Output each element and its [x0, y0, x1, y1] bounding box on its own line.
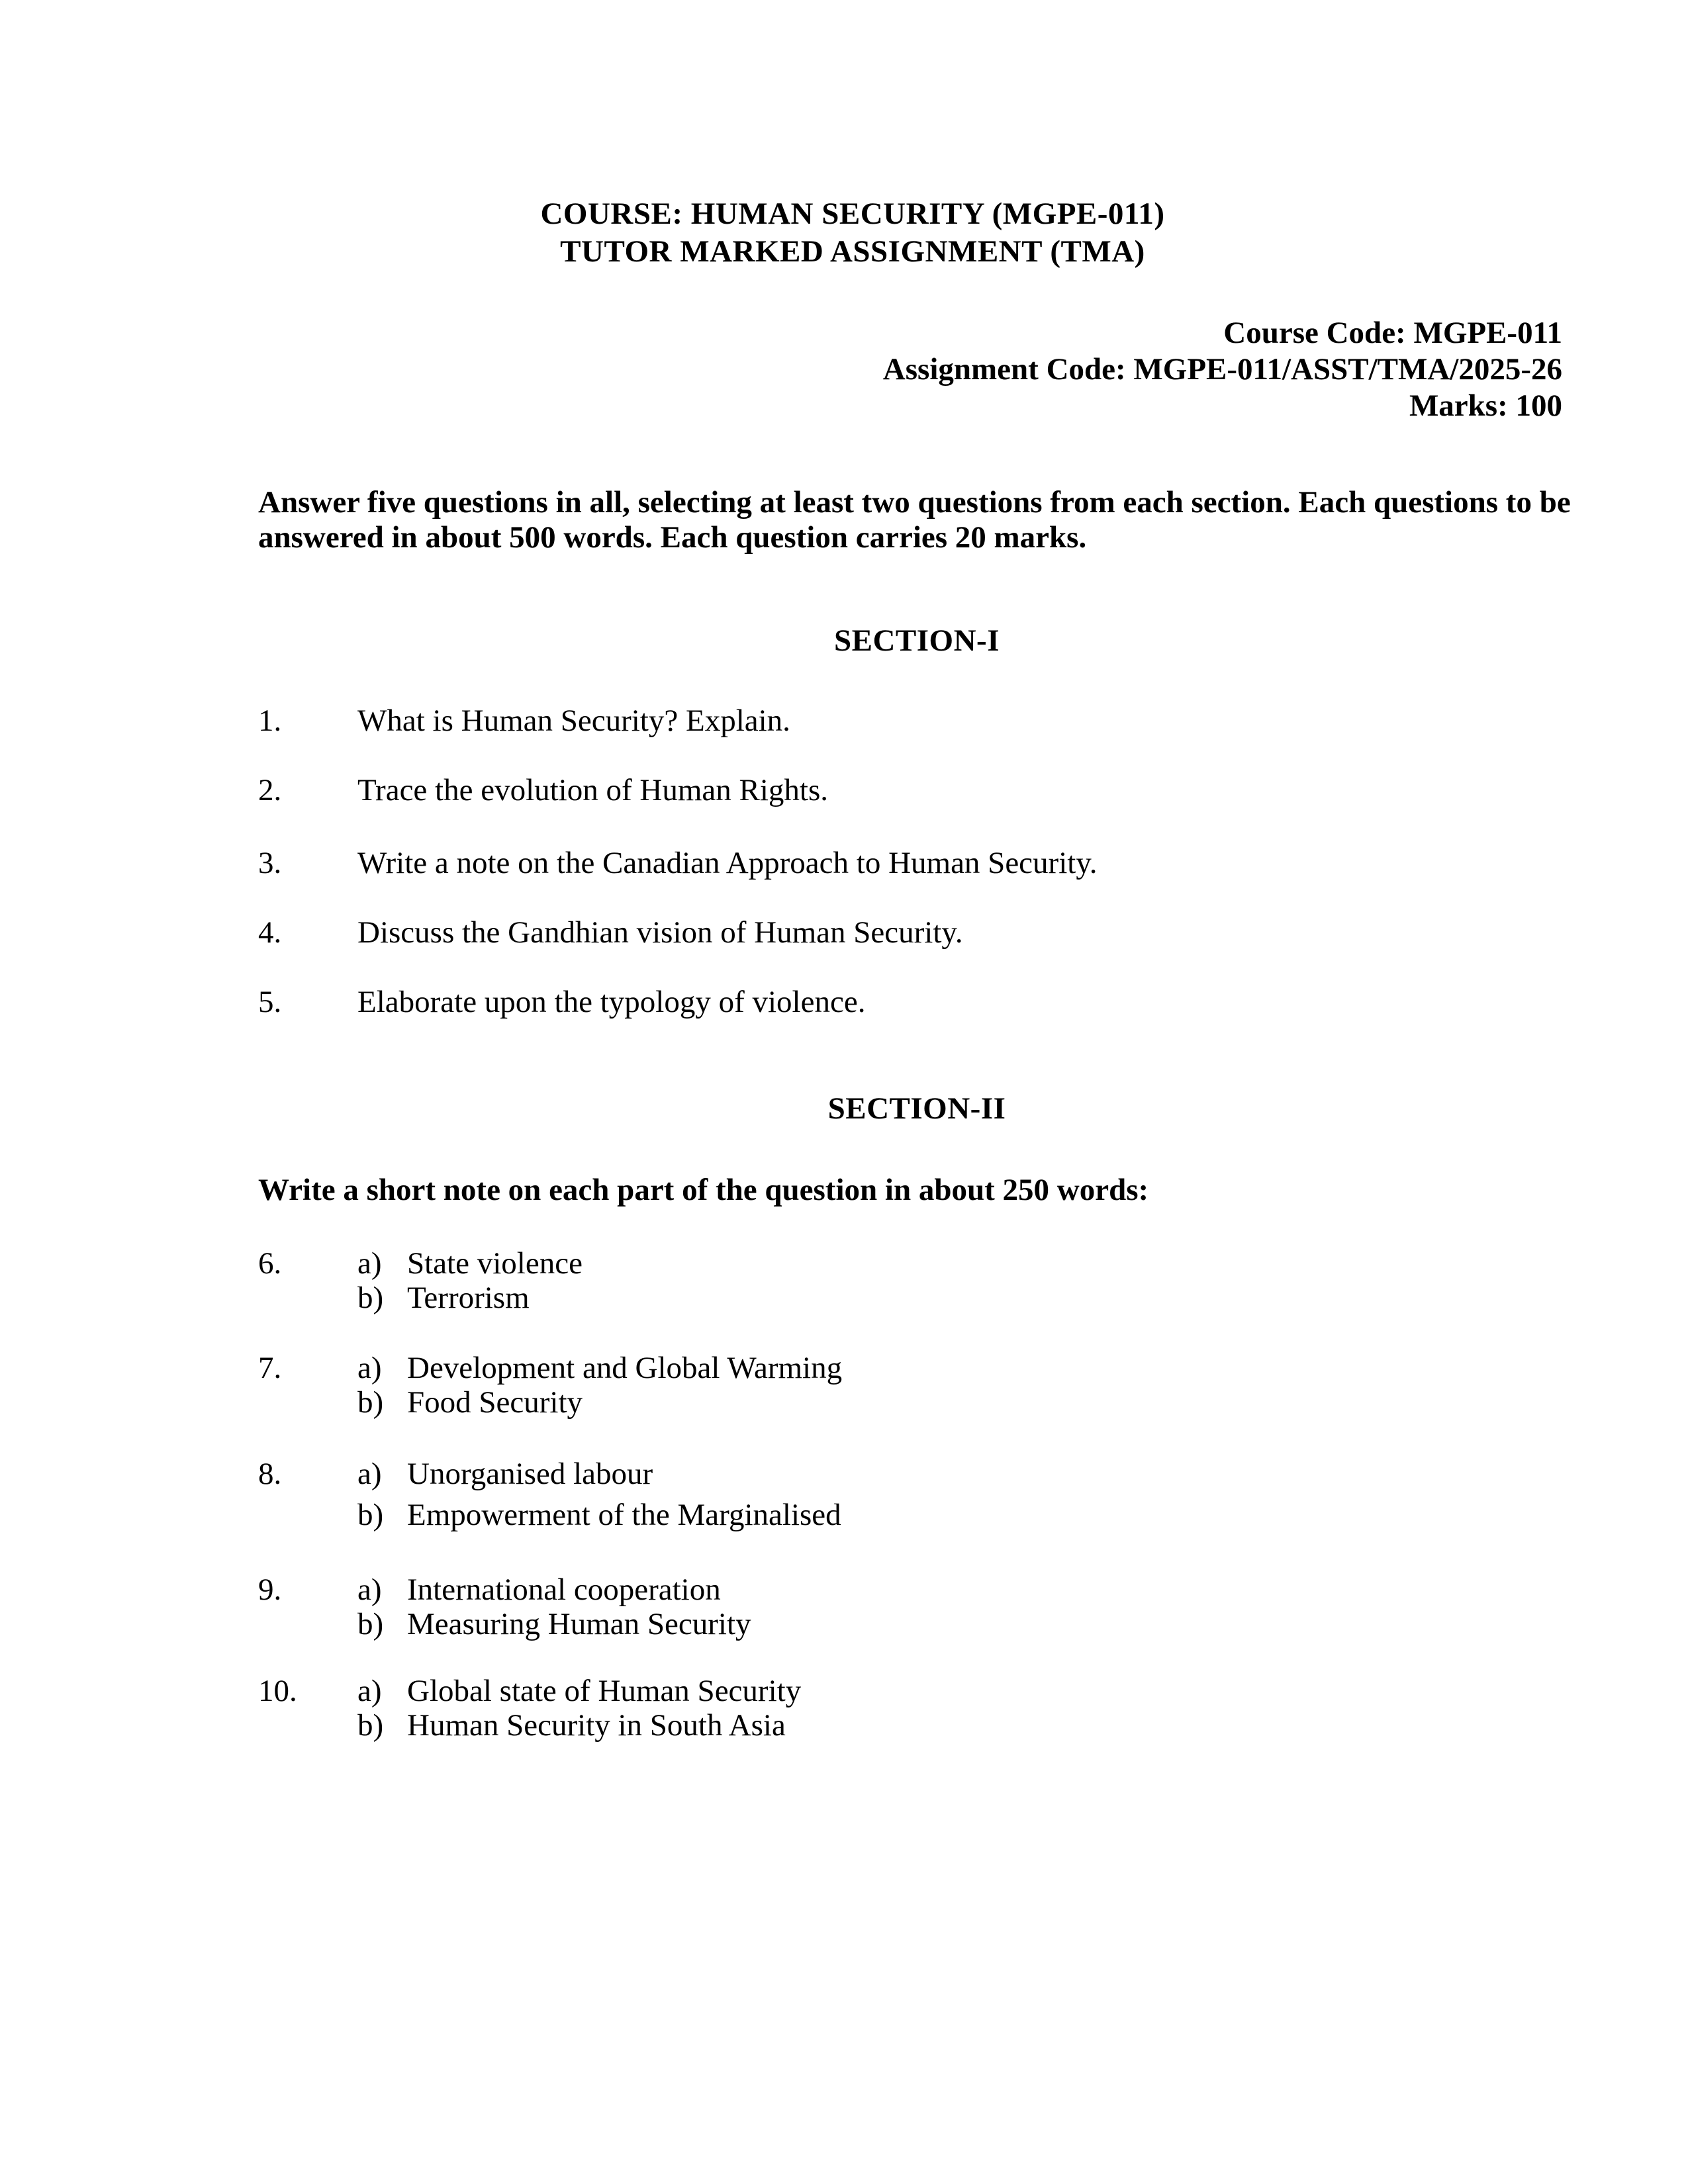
part-label: a) [357, 1674, 382, 1708]
question-9 [258, 1572, 1589, 1641]
question-text: Discuss the Gandhian vision of Human Security. [357, 915, 963, 950]
question-parts [357, 1351, 1589, 1420]
question-part-b [357, 1281, 1589, 1315]
part-label: b) [357, 1281, 384, 1315]
course-code: Course Code: MGPE-011 [1223, 316, 1562, 350]
question-number: 6. [258, 1246, 282, 1281]
assignment-meta [883, 315, 1562, 424]
part-label: a) [357, 1572, 382, 1607]
document-title-line2: TUTOR MARKED ASSIGNMENT (TMA) [560, 234, 1145, 269]
question-parts [357, 1674, 1589, 1743]
part-label: b) [357, 1607, 384, 1641]
part-label: b) [357, 1385, 384, 1420]
question-parts [357, 1246, 1589, 1315]
question-part-a [357, 1674, 1589, 1708]
part-text: State violence [407, 1246, 583, 1281]
part-label: a) [357, 1246, 382, 1281]
part-text: Empowerment of the Marginalised [407, 1498, 841, 1532]
question-number: 8. [258, 1457, 282, 1491]
question-4 [258, 915, 1589, 950]
part-text: Unorganised labour [407, 1457, 653, 1491]
question-number: 9. [258, 1572, 282, 1607]
document-title [17, 195, 1688, 271]
question-10 [258, 1674, 1589, 1743]
question-6 [258, 1246, 1589, 1315]
question-part-a [357, 1457, 1589, 1491]
part-text: International cooperation [407, 1572, 721, 1607]
question-text: What is Human Security? Explain. [357, 704, 790, 738]
question-8 [258, 1457, 1589, 1532]
question-part-a [357, 1246, 1589, 1281]
part-text: Global state of Human Security [407, 1674, 802, 1708]
question-number: 5. [258, 985, 282, 1019]
question-number: 3. [258, 846, 282, 880]
part-label: b) [357, 1708, 384, 1743]
question-parts [357, 1457, 1589, 1532]
general-instructions-line1: Answer five questions in all, selecting at least two questions from each section. Each questions to be [258, 485, 1571, 520]
part-label: b) [357, 1498, 384, 1532]
question-7 [258, 1351, 1589, 1420]
question-text: Elaborate upon the typology of violence. [357, 985, 866, 1019]
part-text: Terrorism [407, 1281, 530, 1315]
assignment-code: Assignment Code: MGPE-011/ASST/TMA/2025-26 [882, 352, 1562, 387]
question-2 [258, 773, 1589, 807]
question-number: 2. [258, 773, 282, 807]
question-number: 7. [258, 1351, 282, 1385]
section1-heading: SECTION-I [833, 623, 1000, 658]
general-instructions [258, 485, 1589, 555]
question-5 [258, 985, 1589, 1019]
question-text: Write a note on the Canadian Approach to Human Security. [357, 846, 1098, 880]
question-1 [258, 704, 1589, 738]
question-part-b [357, 1708, 1589, 1743]
question-number: 4. [258, 915, 282, 950]
question-part-a [357, 1572, 1589, 1607]
part-text: Measuring Human Security [407, 1607, 751, 1641]
part-text: Development and Global Warming [407, 1351, 843, 1385]
question-parts [357, 1572, 1589, 1641]
question-number: 10. [258, 1674, 297, 1708]
question-number: 1. [258, 704, 282, 738]
general-instructions-line2: answered in about 500 words. Each question carries 20 marks. [258, 520, 1087, 555]
question-part-b [357, 1385, 1589, 1420]
part-text: Food Security [407, 1385, 583, 1420]
document-title-line1: COURSE: HUMAN SECURITY (MGPE-011) [540, 197, 1165, 231]
section2-heading: SECTION-II [827, 1091, 1006, 1126]
part-label: a) [357, 1457, 382, 1491]
question-part-b [357, 1607, 1589, 1641]
marks-total: Marks: 100 [1409, 388, 1562, 423]
question-part-b [357, 1498, 1589, 1532]
part-text: Human Security in South Asia [407, 1708, 786, 1743]
question-3 [258, 846, 1589, 880]
part-label: a) [357, 1351, 382, 1385]
section2-instruction: Write a short note on each part of the question in about 250 words: [258, 1173, 1149, 1207]
question-part-a [357, 1351, 1589, 1385]
question-text: Trace the evolution of Human Rights. [357, 773, 829, 807]
